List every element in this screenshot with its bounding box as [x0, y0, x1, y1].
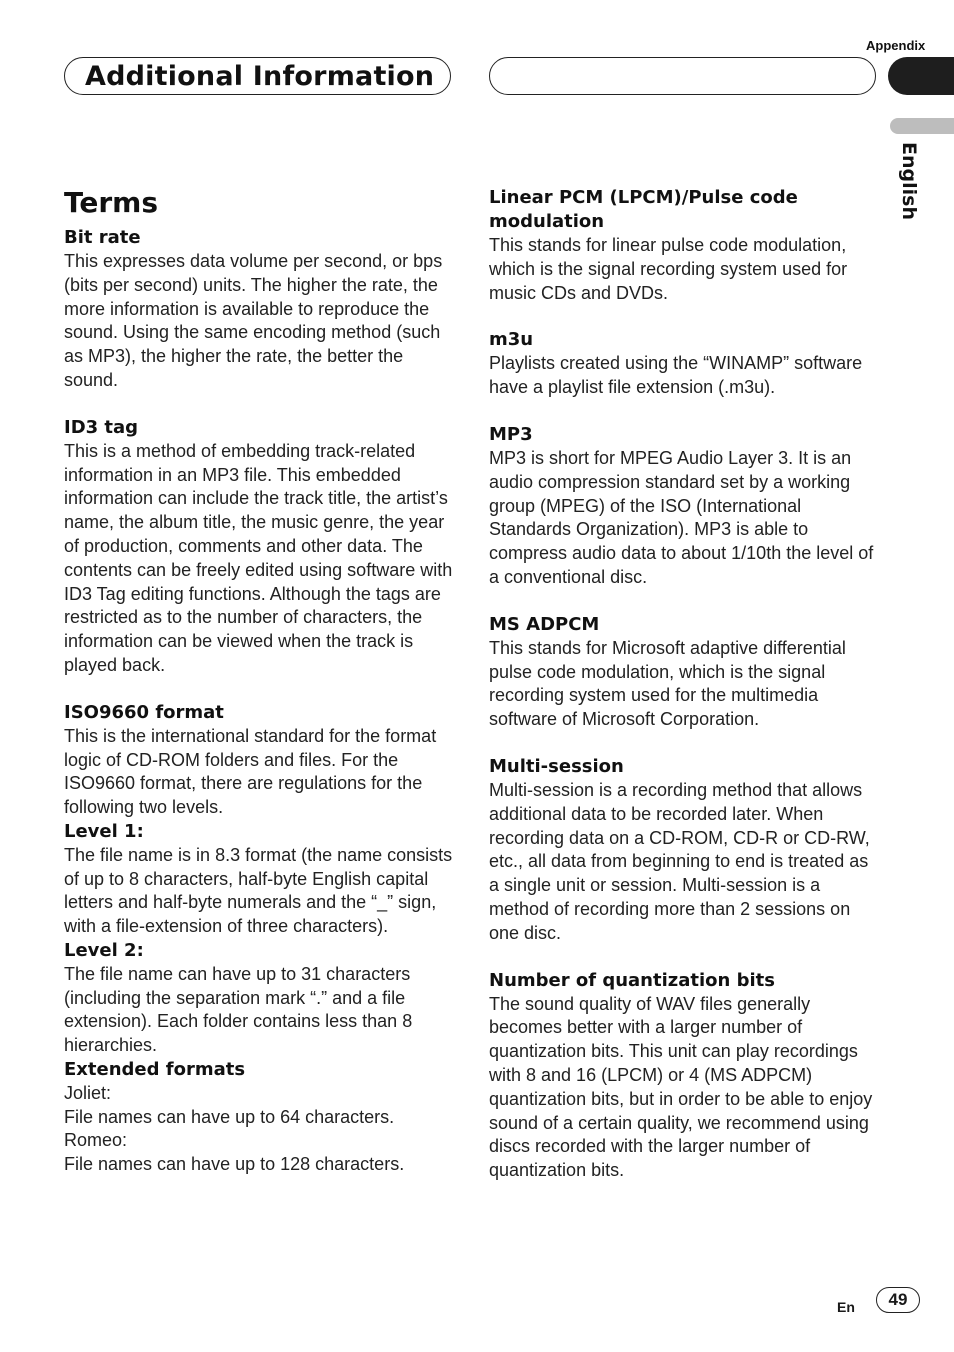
left-column	[64, 186, 454, 1200]
page-title: Terms	[64, 186, 159, 219]
term-title: m3u	[489, 329, 534, 351]
section-header-blank	[489, 57, 876, 95]
language-tab-marker	[890, 118, 954, 134]
joliet-body: File names can have up to 64 characters.	[64, 1106, 395, 1127]
language-tab-label: English	[898, 142, 920, 220]
term-title: Multi-session	[489, 755, 624, 777]
appendix-label: Appendix	[866, 38, 926, 53]
term-title: Number of quantization bits	[489, 969, 775, 991]
section-header	[64, 57, 451, 95]
level1-body: The file name is in 8.3 format (the name consists of up to 8 characters, half-byte English capital letters and half-byte numerals and the “_” sign, with a file-extension of three characters).	[64, 844, 453, 937]
term-entry	[489, 969, 879, 1183]
level2-body: The file name can have up to 31 characters (including the separation mark “.” and a file extension). Each folder contains less than 8 hierarchies.	[64, 963, 413, 1056]
term-entry	[64, 226, 454, 393]
romeo-body: File names can have up to 128 characters.	[64, 1154, 405, 1175]
footer-lang-code: En	[837, 1299, 855, 1315]
term-body: This is a method of embedding track-related information in an MP3 file. This embedded information can include the track title, the artist’s name, the album title, the music genre, the year of production, comments and other data. The contents can be freely edited using software with ID3 Tag editing functions. Although the tags are restricted as to the number of characters, the information can be viewed when the track is played back.	[64, 440, 453, 675]
term-entry	[489, 755, 879, 946]
term-entry	[489, 423, 879, 590]
term-body: Multi-session is a recording method that allows additional data to be recorded later. When recording data on a CD-ROM, CD-R or CD-RW, etc., all data from beginning to end is treated as a single unit or session. Multi-session is a method of recording more than 2 sessions on one disc.	[489, 779, 870, 943]
romeo-label: Romeo:	[64, 1130, 128, 1151]
level1-title: Level 1:	[64, 820, 144, 842]
term-entry	[64, 416, 454, 678]
term-title: Bit rate	[64, 227, 141, 248]
extended-formats-title: Extended formats	[64, 1058, 246, 1080]
term-entry	[489, 328, 879, 400]
level2-title: Level 2:	[64, 939, 144, 961]
joliet-label: Joliet:	[64, 1082, 112, 1103]
term-body: This stands for Microsoft adaptive differential pulse code modulation, which is the signal recording system used for the multimedia software of Microsoft Corporation.	[489, 637, 846, 730]
right-column	[489, 186, 879, 1206]
term-title: MS ADPCM	[489, 613, 600, 635]
term-body: MP3 is short for MPEG Audio Layer 3. It is an audio compression standard set by a working group (MPEG) of the ISO (International Standards Organization). MP3 is able to compress audio data to about 1/10th the level of a conventional disc.	[489, 447, 874, 587]
term-body: Playlists created using the “WINAMP” software have a playlist file extension (.m3u).	[489, 353, 863, 398]
term-entry	[489, 613, 879, 732]
term-body: This expresses data volume per second, or bps (bits per second) units. The higher the rate, the more information is available to reproduce the sound. Using the same encoding method (such as MP3), the higher the rate, the better the sound.	[64, 251, 443, 390]
term-body: This is the international standard for the format logic of CD-ROM folders and files. For the ISO9660 format, there are regulations for the following two levels.	[64, 725, 437, 818]
term-title: Linear PCM (LPCM)/Pulse code modulation	[489, 187, 798, 232]
term-title: ISO9660 format	[64, 701, 224, 723]
appendix-tab	[888, 57, 954, 95]
term-body: The sound quality of WAV files generally becomes better with a larger number of quantization bits. This unit can play recordings with 8 and 16 (LPCM) or 4 (MS ADPCM) quantization bits, but in order to be able to enjoy sound of a certain quality, we recommend using discs recorded with the larger number of quantization bits.	[489, 993, 873, 1181]
term-entry	[489, 186, 879, 305]
term-title: MP3	[489, 423, 533, 445]
term-title: ID3 tag	[64, 416, 139, 438]
term-entry-iso9660	[64, 701, 454, 1177]
page-number: 49	[876, 1287, 920, 1313]
section-title: Additional Information	[85, 61, 435, 92]
term-body: This stands for linear pulse code modulation, which is the signal recording system used for music CDs and DVDs.	[489, 235, 848, 303]
